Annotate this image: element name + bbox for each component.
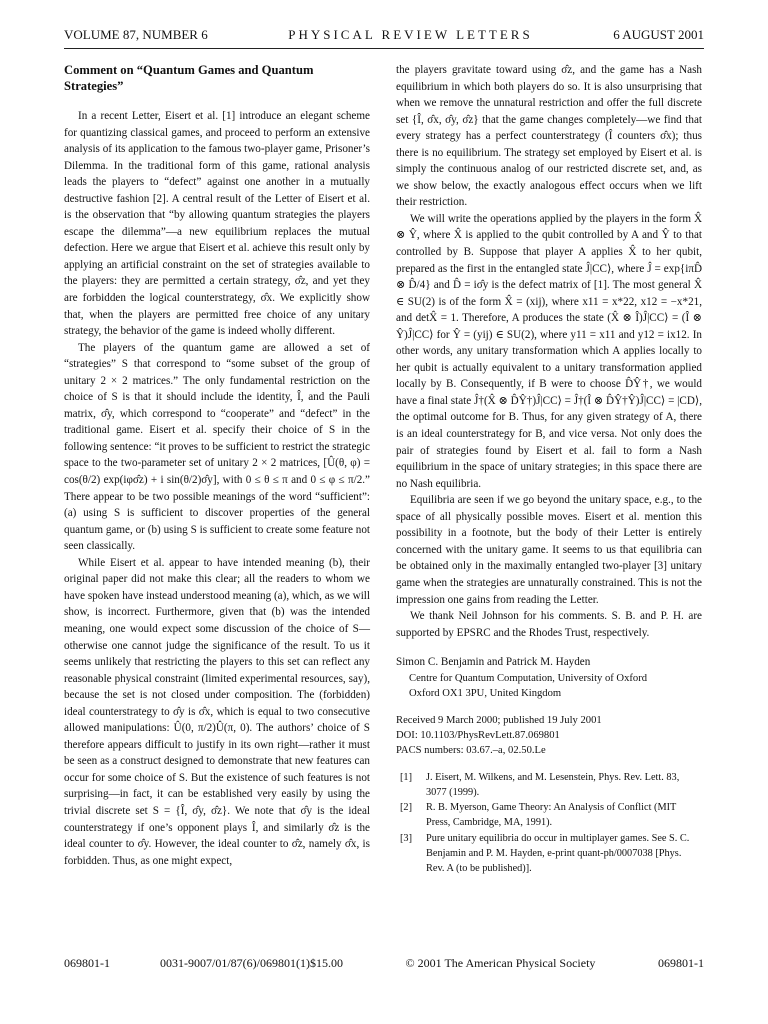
affiliation-line: Oxford OX1 3PU, United Kingdom xyxy=(409,687,562,699)
copyright: © 2001 The American Physical Society xyxy=(405,956,596,970)
reference-number: [1] xyxy=(400,771,413,783)
running-header xyxy=(64,27,704,47)
reference-text: Pure unitary equilibria do occur in multiplayer games. See S. C. Benjamin and P. M. Hayden, e-print quant-ph/0007038 [Phys. Rev. A (to be published)]. xyxy=(426,832,690,874)
article-title: Comment on “Quantum Games and Quantum Strategies” xyxy=(64,63,314,93)
reference-list xyxy=(396,770,702,876)
acknowledgments: We thank Neil Johnson for his comments. S. B. and P. H. are supported by EPSRC and the Rhodes Trust, respectively. xyxy=(396,610,702,639)
pacs-numbers: PACS numbers: 03.67.–a, 02.50.Le xyxy=(396,744,546,756)
body-paragraph: While Eisert et al. appear to have intended meaning (b), their original paper did not make this clear; all the readers to whom we have spoken have instead understood meaning (a), which, as we will show, is incorrect. Furthermore, given that (b) was the intended meaning, one would expect some discussion of the choice of S—otherwise one cannot judge the significance of the result. To us it seems unlikely that restricting the players to this set can reflect any reasonable physical constraint (limited experimental resources, say), because the set is not closed under composition. The (forbidden) ideal counterstrategy to σ̂y is σ̂x, which is equal to two consecutive allowed manipulations: Û(0, π/2)Û(π, 0). The authors’ choice of S therefore appears difficult to justify in its own right—rather it must be seen as a construct designed to demonstrate that new features can occur for some choice of S. But the existence of such features is not surprising—in fact, it can be established very easily by using the trivial discrete set S = {Î, σ̂y, σ̂z}. We note that σ̂y is the ideal counterstrategy if one’s opponent plays Î, and similarly σ̂z is the ideal counter to σ̂y. However, the ideal counter to σ̂z, namely σ̂x, is forbidden. Thus, as one might expect, xyxy=(64,556,370,867)
page-number-left: 069801-1 xyxy=(64,956,110,970)
publication-info xyxy=(396,713,702,758)
body-paragraph: Equilibria are seen if we go beyond the unitary space, e.g., to the space of all physically possible moves. Eisert et al. mention this possibility in a footnote, but the body of their Letter is entirely concerned with the unitary game. It seems to us that equilibria can be obtained only in the maximally entangled two-player [3] unitary game when the strategies are unnaturally constrained. This is not the impression one gains from reading the Letter. xyxy=(396,494,702,606)
doi[interactable]: DOI: 10.1103/PhysRevLett.87.069801 xyxy=(396,729,560,741)
affiliation-line: Centre for Quantum Computation, University of Oxford xyxy=(409,672,648,684)
volume-number: VOLUME 87, NUMBER 6 xyxy=(64,27,208,42)
reference-number: [3] xyxy=(400,832,413,844)
left-column xyxy=(64,62,370,869)
body-paragraph: The players of the quantum game are allowed a set of “strategies” S that correspond to “some subset of the group of unitary 2 × 2 matrices.” The only fundamental restriction on the choice of S is that it should include the identity, Î, and the Pauli matrix, σ̂y, which correspond to “cooperate” and “defect” in the traditional game. Eisert et al. specify their choice of S in the following sentence: “it proves to be sufficient to restrict the strategic space to the two-parameter set of unitary 2 × 2 matrices, [Û(θ, φ) = cos(θ/2) exp(iφσ̂z) + i sin(θ/2)σ̂y], with 0 ≤ θ ≤ π and 0 ≤ φ ≤ π/2.” There appear to be two possible meanings of the word “sufficient”: (a) using S is sufficient to discover properties of the general quantum game, or (b) using S is sufficient to create some feature not seen classically. xyxy=(64,341,370,553)
page-number-right: 069801-1 xyxy=(657,956,704,970)
right-column xyxy=(396,62,702,876)
reference-item xyxy=(396,770,702,800)
issue-date: 6 AUGUST 2001 xyxy=(613,27,704,42)
received-date: Received 9 March 2000; published 19 July 2001 xyxy=(396,714,602,726)
journal-name: PHYSICAL REVIEW LETTERS xyxy=(288,27,533,42)
body-paragraph: We will write the operations applied by the players in the form X̂ ⊗ Ŷ, where X̂ is applied to the qubit controlled by A and Ŷ to that controlled by B. Suppose that player A applies X̂ to her qubit, prepared as the first in the entangled state Ĵ|CC⟩, where Ĵ = exp{iπD̂ ⊗ D̂/4} and D̂ = iσ̂y is the defect matrix of [1]. The most general X̂ ∈ SU(2) is of the form X̂ = (xij), where x11 = x*22, x12 = −x*21, and detX̂ = 1. Therefore, A produces the state (X̂ ⊗ Î)Ĵ|CC⟩ = (Î ⊗ Ŷ)Ĵ|CC⟩ for Ŷ = (yij) ∈ SU(2), where y11 = x11 and y12 = ix12. In other words, any unitary transformation which A applies locally to her qubit is actually equivalent to a unitary transformation applied locally by B. Consequently, if B were to choose D̂Ŷ†, we would have a final state Ĵ†(X̂ ⊗ D̂Ŷ†)Ĵ|CC⟩ = Ĵ†(Î ⊗ D̂Ŷ†Ŷ)Ĵ|CC⟩ = |CD⟩, the optimal outcome for B. Thus, for any given strategy of A, there is an ideal counterstrategy for B, and vice versa. Not only does the pair of strategies found by Eisert et al. fail to form a Nash equilibrium in the space of unitary strategies; in this space there are no Nash equilibria. xyxy=(396,212,702,490)
header-rule xyxy=(64,48,704,49)
body-paragraph: In a recent Letter, Eisert et al. [1] introduce an elegant scheme for quantizing classical games, and proceed to perform an extensive analysis of its application to the famous two-player game, Prisoner’s Dilemma. In the traditional form of this game, rational analysis leads the players to “defect” against one another in a mutually destructive fashion [2]. A central result of the Letter of Eisert et al. is the observation that “by allowing quantum strategies the players escape the dilemma”—a new equilibrium replaces the mutual defection. Here we argue that Eisert et al. achieve this result only by applying an artificial constraint on the set of strategies available to the players: they are permitted a certain strategy, σ̂z, and yet they are forbidden the logical counterstrategy, σ̂x. We explicitly show that, when the players are permitted free choice of any unitary strategy, the behavior of the game is indeed wholly different. xyxy=(64,110,370,338)
reference-item xyxy=(396,800,702,830)
reference-text: J. Eisert, M. Wilkens, and M. Lesenstein, Phys. Rev. Lett. 83, 3077 (1999). xyxy=(426,771,680,798)
reference-number: [2] xyxy=(400,802,413,814)
reference-item xyxy=(396,831,702,877)
reference-text: R. B. Myerson, Game Theory: An Analysis of Conflict (MIT Press, Cambridge, MA, 1991). xyxy=(426,802,677,829)
body-paragraph: the players gravitate toward using σ̂z, and the game has a Nash equilibrium in which both players do so. It is also unsurprising that when we remove the unnatural restriction and offer the full discrete set {Î, σ̂x, σ̂y, σ̂z} that the game changes completely—we find that every strategy has a perfect counterstrategy (Î counters σ̂x); thus there is no equilibrium. The strategy set employed by Eisert et al. is simply the continuous analog of our restricted discrete set, and, as we show below, the exactly analogous effect occurs when we lift their restriction. xyxy=(396,64,702,209)
article-code: 0031-9007/01/87(6)/069801(1)$15.00 xyxy=(160,956,343,970)
page-footer xyxy=(64,956,704,971)
author-names: Simon C. Benjamin and Patrick M. Hayden xyxy=(396,656,591,669)
